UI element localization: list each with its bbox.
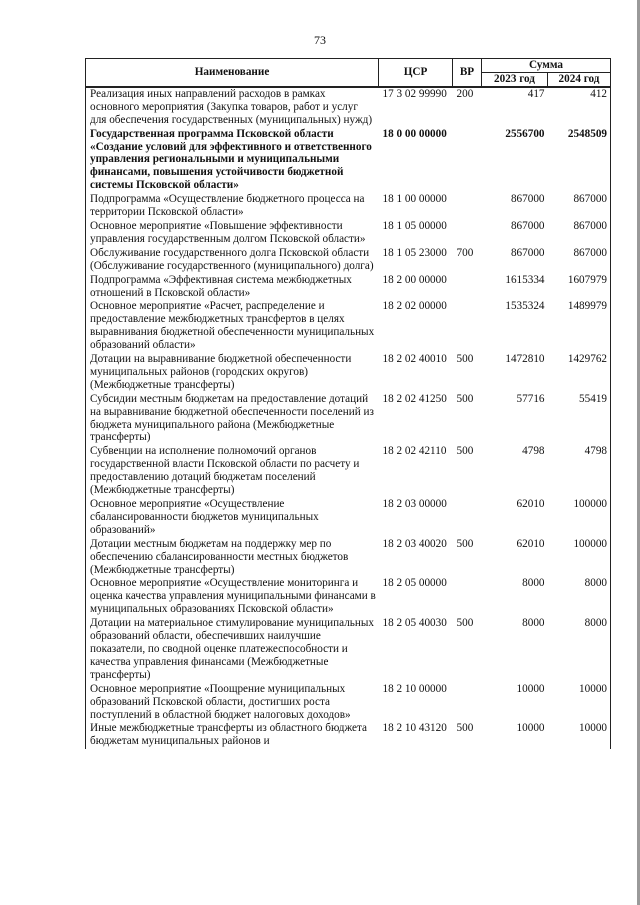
table-row <box>86 445 611 498</box>
row-name: Основное мероприятие «Расчет, распределение и предоставление межбюджетных трансфертов в целях выравнивания бюджетной обеспеченности муниципальных образований области» <box>90 300 375 352</box>
row-sum-2023: 1535324 <box>505 300 545 313</box>
table-row <box>86 274 611 301</box>
row-vr: 500 <box>456 537 474 550</box>
row-name: Основное мероприятие «Осуществление сбалансированности бюджетов муниципальных образований» <box>90 498 319 536</box>
table-row <box>86 220 611 247</box>
row-name: Государственная программа Псковской области «Создание условий для эффективного и ответственного управления региональными и муниципальными финансами, повышения устойчивости бюджетной системы Псковской области» <box>90 127 372 192</box>
row-vr <box>453 274 482 301</box>
row-vr <box>453 577 482 617</box>
row-name: Подпрограмма «Осуществление бюджетного процесса на территории Псковской области» <box>90 193 365 219</box>
row-sum-2024: 100000 <box>573 537 608 550</box>
row-sum-2023: 8000 <box>522 617 545 630</box>
header-year-2023: 2023 год <box>482 72 548 87</box>
table-row <box>86 577 611 617</box>
row-vr: 500 <box>456 392 474 405</box>
row-csr: 18 1 05 23000 <box>382 246 447 259</box>
table-row <box>86 300 611 353</box>
row-sum-2024: 4798 <box>584 445 608 458</box>
row-name: Дотации на материальное стимулирование муниципальных образований области, обеспечивших наилучшие показатели, по сводной оценке платежеспособности и качества управления финансами (Межбюджетные трансферты) <box>90 617 374 681</box>
header-csr: ЦСР <box>379 59 453 87</box>
row-csr: 18 0 00 00000 <box>382 127 447 140</box>
row-sum-2023: 2556700 <box>505 127 545 140</box>
row-csr: 17 3 02 99990 <box>382 87 447 100</box>
page-number: 73 <box>314 33 326 47</box>
row-name: Субвенции на исполнение полномочий органов государственной власти Псковской области по расчету и предоставлению дотаций бюджетам поселений (Межбюджетные трансферты) <box>90 445 360 497</box>
row-name: Субсидии местным бюджетам на предоставление дотаций на выравнивание бюджетной обеспеченности поселений из бюджета муниципального района (Межбюджетные трансферты) <box>90 392 374 444</box>
table-row <box>86 128 611 194</box>
row-vr: 700 <box>456 246 474 259</box>
row-sum-2023: 867000 <box>510 193 545 206</box>
row-csr: 18 2 05 00000 <box>382 577 447 590</box>
row-name: Реализация иных направлений расходов в рамках основного мероприятия (Закупка товаров, работ и услуг для обеспечения государственных (муниципальных) нужд) <box>90 87 373 126</box>
row-csr: 18 2 00 00000 <box>382 273 447 286</box>
row-csr: 18 2 02 40010 <box>382 353 447 366</box>
table-row <box>86 353 611 393</box>
row-sum-2023: 1615334 <box>505 273 545 286</box>
row-vr <box>453 300 482 353</box>
row-sum-2023: 8000 <box>522 577 545 590</box>
row-sum-2024: 55419 <box>579 392 608 405</box>
row-sum-2024: 10000 <box>579 722 608 735</box>
row-sum-2024: 8000 <box>584 577 608 590</box>
header-year-2024: 2024 год <box>548 72 611 87</box>
header-vr: ВР <box>453 59 482 87</box>
row-sum-2023: 4798 <box>522 445 545 458</box>
row-sum-2023: 417 <box>527 87 545 100</box>
row-sum-2024: 412 <box>590 87 608 100</box>
row-sum-2023: 867000 <box>510 219 545 232</box>
row-vr: 200 <box>456 87 474 100</box>
row-sum-2024: 100000 <box>573 498 608 510</box>
header-name: Наименование <box>86 59 379 87</box>
row-vr <box>453 498 482 538</box>
row-sum-2023: 62010 <box>516 498 545 510</box>
row-csr: 18 2 05 40030 <box>382 617 447 630</box>
row-name: Дотации местным бюджетам на поддержку мер по обеспечению сбалансированности местных бюджетов (Межбюджетные трансферты) <box>90 537 349 576</box>
row-csr: 18 2 10 43120 <box>382 722 447 735</box>
row-sum-2023: 10000 <box>516 682 545 695</box>
row-name: Основное мероприятие «Повышение эффективности управления государственным долгом Псковской области» <box>90 219 366 245</box>
header-sum: Сумма <box>482 59 611 73</box>
table-row <box>86 393 611 446</box>
row-csr: 18 1 05 00000 <box>382 219 447 232</box>
table-row <box>86 617 611 683</box>
row-csr: 18 2 02 00000 <box>382 300 447 313</box>
row-csr: 18 2 03 00000 <box>382 498 447 510</box>
table-row <box>86 87 611 128</box>
row-name: Подпрограмма «Эффективная система межбюджетных отношений в Псковской области» <box>90 273 352 299</box>
row-vr: 500 <box>456 617 474 630</box>
row-vr <box>453 128 482 194</box>
row-sum-2024: 1607979 <box>567 273 608 286</box>
row-csr: 18 2 02 42110 <box>382 445 447 458</box>
row-sum-2023: 10000 <box>516 722 545 735</box>
row-sum-2024: 10000 <box>579 682 608 695</box>
row-sum-2023: 57716 <box>516 392 545 405</box>
row-vr <box>453 683 482 723</box>
row-sum-2023: 1472810 <box>505 353 545 366</box>
table-row <box>86 538 611 578</box>
row-name: Дотации на выравнивание бюджетной обеспеченности муниципальных районов (городских округов) (Межбюджетные трансферты) <box>90 353 352 391</box>
row-csr: 18 2 02 41250 <box>382 392 447 405</box>
row-vr: 500 <box>456 722 474 735</box>
row-sum-2024: 1429762 <box>567 353 608 366</box>
row-sum-2023: 62010 <box>516 537 545 550</box>
table-row <box>86 247 611 274</box>
row-csr: 18 1 00 00000 <box>382 193 447 206</box>
row-name: Иные межбюджетные трансферты из областного бюджета бюджетам муниципальных районов и <box>90 722 367 748</box>
row-sum-2023: 867000 <box>510 246 545 259</box>
row-sum-2024: 8000 <box>584 617 608 630</box>
table-row <box>86 498 611 538</box>
row-name: Обслуживание государственного долга Псковской области (Обслуживание государственного (муниципального) долга) <box>90 246 374 272</box>
row-vr <box>453 193 482 220</box>
row-vr: 500 <box>456 445 474 458</box>
row-sum-2024: 867000 <box>573 246 608 259</box>
row-name: Основное мероприятие «Поощрение муниципальных образований Псковской области, достигших роста поступлений в областной бюджет налоговых доходов» <box>90 682 351 721</box>
row-sum-2024: 867000 <box>573 219 608 232</box>
row-csr: 18 2 03 40020 <box>382 537 447 550</box>
table-row <box>86 193 611 220</box>
table-row <box>86 683 611 723</box>
row-sum-2024: 2548509 <box>567 127 608 140</box>
row-name: Основное мероприятие «Осуществление мониторинга и оценка качества управления муниципальными финансами в муниципальных образованиях Псковской области» <box>90 577 376 616</box>
row-vr <box>453 220 482 247</box>
row-sum-2024: 1489979 <box>567 300 608 313</box>
row-sum-2024: 867000 <box>573 193 608 206</box>
table-row <box>86 722 611 749</box>
budget-table <box>85 58 611 749</box>
row-csr: 18 2 10 00000 <box>382 682 447 695</box>
row-vr: 500 <box>456 353 474 366</box>
